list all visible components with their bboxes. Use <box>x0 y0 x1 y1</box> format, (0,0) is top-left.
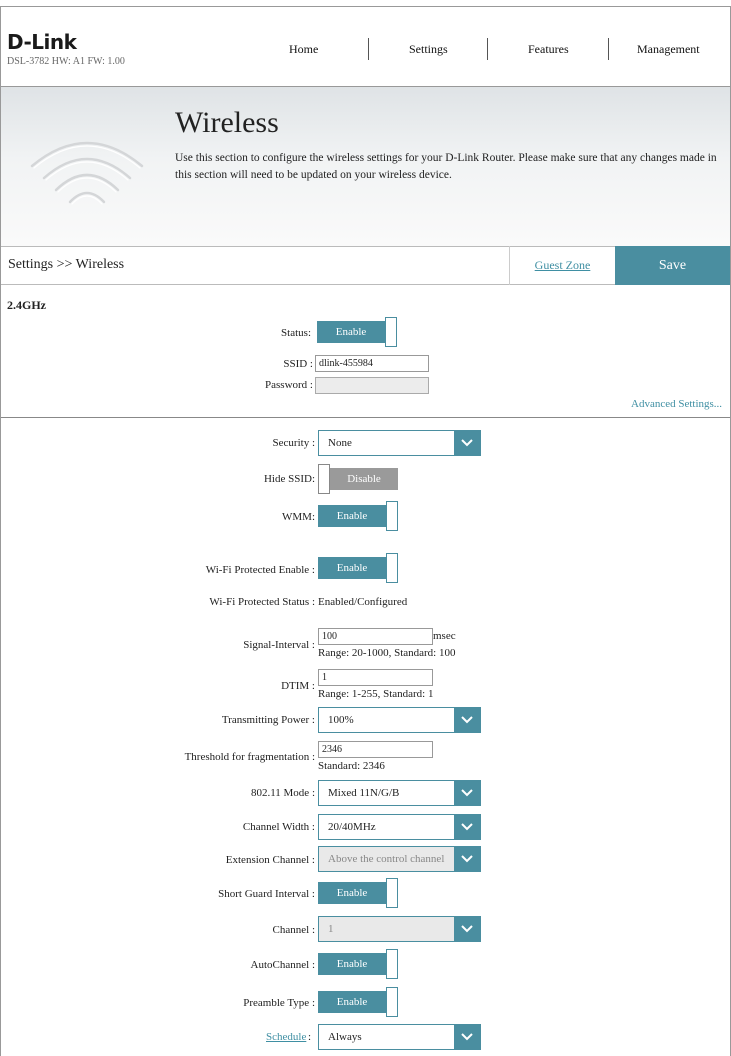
channel-width-select[interactable] <box>318 814 481 840</box>
ssid-label: SSID : <box>283 358 313 370</box>
signal-hint: Range: 20-1000, Standard: 100 <box>318 647 456 659</box>
chevron-down-icon <box>454 431 480 455</box>
wps-label: Wi-Fi Protected Enable : <box>205 564 315 576</box>
nav-separator <box>487 38 488 60</box>
schedule-link[interactable]: Schedule <box>266 1031 307 1043</box>
signal-unit: msec <box>433 630 456 642</box>
schedule-colon: : <box>308 1031 312 1043</box>
schedule-select[interactable] <box>318 1024 481 1050</box>
select-value: Always <box>328 1031 362 1043</box>
toggle-knob <box>386 501 398 531</box>
toggle-state: Enable <box>318 991 386 1013</box>
toggle-knob <box>386 949 398 979</box>
toggle-knob <box>386 987 398 1017</box>
dtim-input[interactable]: 1 <box>318 669 433 686</box>
wmm-toggle[interactable] <box>318 501 400 531</box>
select-value: None <box>328 437 352 449</box>
toggle-knob <box>386 878 398 908</box>
wifi-icon <box>28 128 146 224</box>
chevron-down-icon <box>454 708 480 732</box>
ssid-input[interactable]: dlink-455984 <box>315 355 429 372</box>
transmit-power-select[interactable] <box>318 707 481 733</box>
guest-zone-link[interactable]: Guest Zone <box>509 246 615 285</box>
section-divider <box>1 417 730 418</box>
wps-status-value: Enabled/Configured <box>318 596 408 608</box>
short-guard-label: Short Guard Interval : <box>218 888 315 900</box>
preamble-toggle[interactable] <box>318 987 400 1017</box>
nav-home[interactable]: Home <box>289 42 319 56</box>
hide-ssid-toggle[interactable] <box>318 464 400 494</box>
password-input[interactable] <box>315 377 429 394</box>
chevron-down-icon <box>454 847 480 871</box>
select-value: Above the control channel <box>328 853 445 865</box>
dtim-label: DTIM : <box>281 680 315 692</box>
select-value: 1 <box>328 923 334 935</box>
hide-ssid-label: Hide SSID: <box>263 473 315 485</box>
fragmentation-input[interactable]: 2346 <box>318 741 433 758</box>
signal-interval-input[interactable]: 100 <box>318 628 433 645</box>
transmit-power-label: Transmitting Power : <box>221 714 315 726</box>
toggle-state: Enable <box>318 557 386 579</box>
mode-label: 802.11 Mode : <box>250 787 315 799</box>
auto-channel-label: AutoChannel : <box>250 959 315 971</box>
extension-channel-label: Extension Channel : <box>225 854 315 866</box>
status-label: Status: <box>281 327 311 339</box>
wmm-label: WMM: <box>282 511 315 523</box>
save-button[interactable]: Save <box>615 246 730 285</box>
wps-toggle[interactable] <box>318 553 400 583</box>
toggle-state: Enable <box>317 321 385 343</box>
toggle-state: Enable <box>318 953 386 975</box>
dlink-logo: D-Link <box>7 30 77 54</box>
password-label: Password : <box>265 379 313 391</box>
channel-select[interactable] <box>318 916 481 942</box>
short-guard-toggle[interactable] <box>318 878 400 908</box>
select-value: Mixed 11N/G/B <box>328 787 400 799</box>
nav-separator <box>368 38 369 60</box>
advanced-settings-link[interactable]: Advanced Settings... <box>631 398 723 410</box>
fragmentation-hint: Standard: 2346 <box>318 760 385 772</box>
wps-status-label: Wi-Fi Protected Status : <box>209 596 315 608</box>
channel-label: Channel : <box>272 924 315 936</box>
security-label: Security : <box>272 437 315 449</box>
nav-settings[interactable]: Settings <box>409 42 448 56</box>
nav-management[interactable]: Management <box>637 42 700 56</box>
channel-width-label: Channel Width : <box>242 821 315 833</box>
chevron-down-icon <box>454 815 480 839</box>
auto-channel-toggle[interactable] <box>318 949 400 979</box>
status-toggle[interactable] <box>317 317 399 347</box>
toggle-knob <box>386 553 398 583</box>
fragmentation-label: Threshold for fragmentation : <box>184 751 315 763</box>
nav-separator <box>608 38 609 60</box>
breadcrumb: Settings >> Wireless <box>8 257 125 272</box>
chevron-down-icon <box>454 781 480 805</box>
select-value: 100% <box>328 714 354 726</box>
toggle-knob <box>385 317 397 347</box>
model-info: DSL-3782 HW: A1 FW: 1.00 <box>7 56 125 67</box>
extension-channel-select[interactable] <box>318 846 481 872</box>
security-select[interactable] <box>318 430 481 456</box>
signal-interval-label: Signal-Interval : <box>243 639 315 651</box>
toggle-state: Enable <box>318 882 386 904</box>
toggle-knob <box>318 464 330 494</box>
toggle-state: Enable <box>318 505 386 527</box>
toggle-state: Disable <box>330 468 398 490</box>
preamble-label: Preamble Type : <box>243 997 315 1009</box>
page-description: Use this section to configure the wireless settings for your D-Link Router. Please make sure that any changes made in this section will need to be updated on your wireless device. <box>175 152 717 181</box>
chevron-down-icon <box>454 1025 480 1049</box>
mode-select[interactable] <box>318 780 481 806</box>
nav-features[interactable]: Features <box>528 42 569 56</box>
chevron-down-icon <box>454 917 480 941</box>
page-title: Wireless <box>175 106 279 139</box>
band-title: 2.4GHz <box>7 298 46 312</box>
dtim-hint: Range: 1-255, Standard: 1 <box>318 688 434 700</box>
select-value: 20/40MHz <box>328 821 376 833</box>
